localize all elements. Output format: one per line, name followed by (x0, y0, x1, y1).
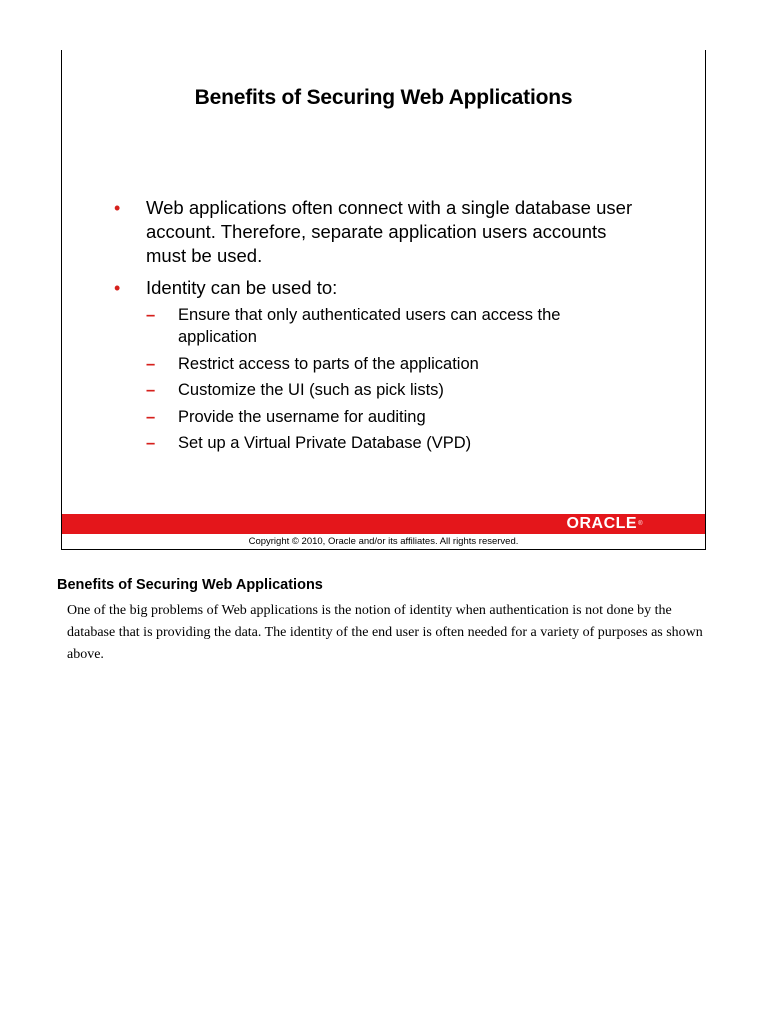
subbullet-text: Customize the UI (such as pick lists) (178, 381, 444, 399)
footer-red-bar (62, 514, 705, 534)
subbullet-item (146, 353, 634, 375)
copyright-text: Copyright © 2010, Oracle and/or its affiliates. All rights reserved. (248, 536, 519, 547)
bullet-text: Identity can be used to: (146, 277, 338, 298)
dash-marker-icon: – (146, 434, 156, 452)
subbullet-item (146, 304, 634, 348)
subbullet-text: Provide the username for auditing (178, 407, 426, 426)
bullet-marker-icon: • (114, 278, 121, 298)
slide-title: Benefits of Securing Web Applications (194, 86, 573, 109)
bullet-marker-icon: • (114, 198, 121, 218)
notes-heading: Benefits of Securing Web Applications (57, 577, 323, 593)
subbullet-text: Ensure that only authenticated users can access the application (178, 306, 561, 346)
dash-marker-icon: – (146, 354, 156, 373)
notes-body: One of the big problems of Web applications is the notion of identity when authentication is not done by the database that is providing the data. The identity of the end user is often needed for a variety of purposes as shown above. (67, 603, 703, 662)
bullet-text: Web applications often connect with a single database user account. Therefore, separate application users accounts must be used. (146, 197, 633, 266)
dash-marker-icon: – (146, 381, 156, 399)
subbullet-text: Set up a Virtual Private Database (VPD) (178, 434, 472, 452)
bullet-item (114, 276, 634, 454)
slide-frame (61, 50, 706, 550)
bullet-list (114, 196, 634, 462)
oracle-logo (567, 515, 643, 533)
dash-marker-icon: – (146, 407, 156, 426)
subbullet-item (146, 379, 634, 401)
subbullet-item (146, 432, 634, 454)
dash-marker-icon: – (146, 306, 156, 324)
bullet-item (114, 196, 634, 268)
subbullet-list (146, 304, 634, 454)
subbullet-text: Restrict access to parts of the application (178, 354, 479, 373)
oracle-logo-text: ORACLE (566, 515, 638, 532)
registered-mark: ® (638, 521, 643, 527)
subbullet-item (146, 406, 634, 428)
